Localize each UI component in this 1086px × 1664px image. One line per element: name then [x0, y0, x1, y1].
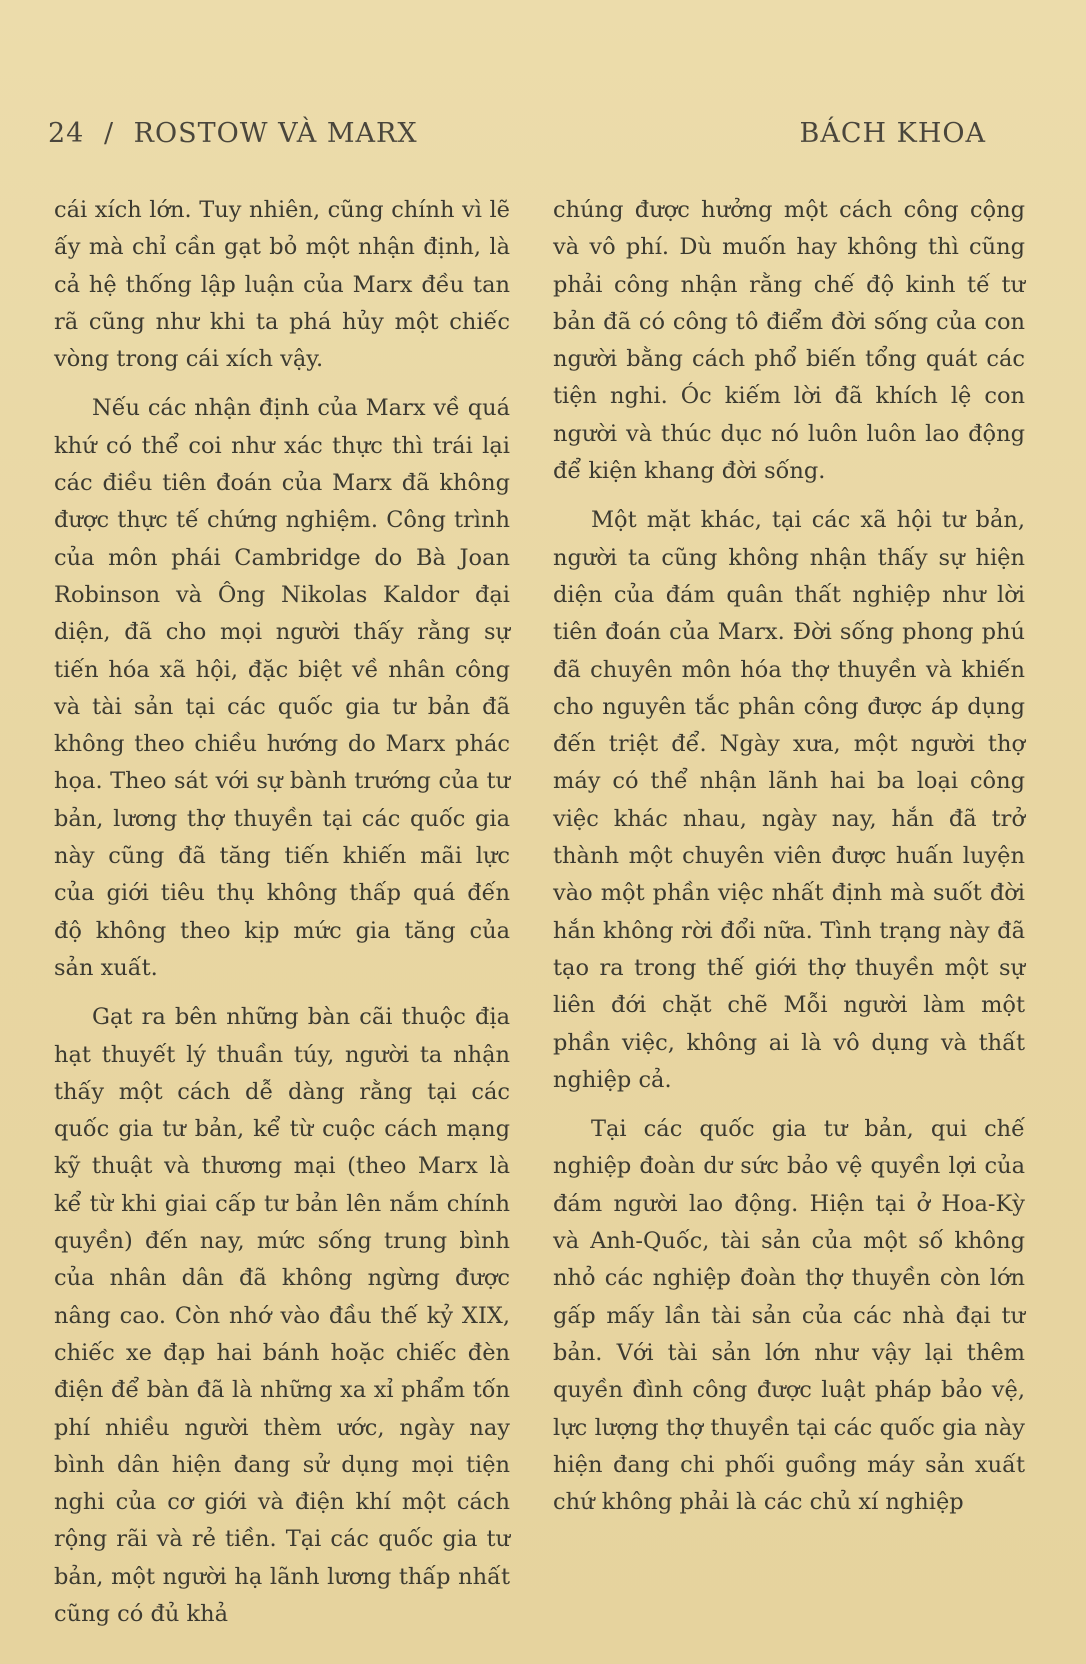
paragraph: Gạt ra bên những bàn cãi thuộc địa hạt thuyết lý thuần túy, người ta nhận thấy một cách dễ dàng rằng tại các quốc gia tư bản, kể từ cuộc cách mạng kỹ thuật và thương mại (theo Marx là kể từ khi giai cấp tư bản lên nắm chính quyền) đến nay, mức sống trung bình của nhân dân đã không ngừng được nâng cao. Còn nhớ vào đầu thế kỷ XIX, chiếc xe đạp hai bánh hoặc chiếc đèn điện để bàn đã là những xa xỉ phẩm tốn phí nhiều người thèm ước, ngày nay bình dân hiện đang sử dụng mọi tiện nghi của cơ giới và điện khí một cách rộng rãi và rẻ tiền. Tại các quốc gia tư bản, một người hạ lãnh lương thấp nhất cũng có đủ khả — [54, 1004, 510, 1627]
header-separator: / — [103, 118, 115, 149]
running-header — [48, 118, 986, 149]
page-number: 24 — [48, 118, 85, 149]
publication-name: BÁCH KHOA — [799, 118, 986, 149]
paragraph: cái xích lớn. Tuy nhiên, cũng chính vì lẽ ấy mà chỉ cần gạt bỏ một nhận định, là cả hệ thống lập luận của Marx đều tan rã cũng như khi ta phá hủy một chiếc vòng trong cái xích vậy. — [54, 197, 510, 373]
paragraph: chúng được hưởng một cách công cộng và vô phí. Dù muốn hay không thì cũng phải công nhận rằng chế độ kinh tế tư bản đã có công tô điểm đời sống của con người bằng cách phổ biến tổng quát các tiện nghi. Óc kiếm lời đã khích lệ con người và thúc dục nó luôn luôn lao động để kiện khang đời sống. — [553, 197, 1025, 485]
header-left — [48, 118, 428, 149]
paragraph: Nếu các nhận định của Marx về quá khứ có thể coi như xác thực thì trái lại các điều tiên đoán của Marx đã không được thực tế chứng nghiệm. Công trình của môn phái Cambridge do Bà Joan Robinson và Ông Nikolas Kaldor đại diện, đã cho mọi người thấy rằng sự tiến hóa xã hội, đặc biệt về nhân công và tài sản tại các quốc gia tư bản đã không theo chiều hướng do Marx phác họa. Theo sát với sự bành trướng của tư bản, lương thợ thuyền tại các quốc gia này cũng đã tăng tiến khiến mãi lực của giới tiêu thụ không thấp quá đến độ không theo kịp mức gia tăng của sản xuất. — [54, 395, 510, 981]
left-column — [54, 192, 510, 1633]
paragraph: Tại các quốc gia tư bản, qui chế nghiệp đoàn dư sức bảo vệ quyền lợi của đám người lao động. Hiện tại ở Hoa-Kỳ và Anh-Quốc, tài sản của một số không nhỏ các nghiệp đoàn thợ thuyền còn lớn gấp mấy lần tài sản của các nhà đại tư bản. Với tài sản lớn như vậy lại thêm quyền đình công được luật pháp bảo vệ, lực lượng thợ thuyền tại các quốc gia này hiện đang chi phối guồng máy sản xuất chứ không phải là các chủ xí nghiệp — [553, 1116, 1025, 1516]
running-title: ROSTOW VÀ MARX — [133, 118, 418, 149]
right-column — [553, 192, 1025, 1521]
paragraph: Một mặt khác, tại các xã hội tư bản, người ta cũng không nhận thấy sự hiện diện của đám quân thất nghiệp như lời tiên đoán của Marx. Đời sống phong phú đã chuyên môn hóa thợ thuyền và khiến cho nguyên tắc phân công được áp dụng đến triệt để. Ngày xưa, một người thợ máy có thể nhận lãnh hai ba loại công việc khác nhau, ngày nay, hắn đã trở thành một chuyên viên được huấn luyện vào một phần việc nhất định mà suốt đời hắn không rời đổi nữa. Tình trạng này đã tạo ra trong thế giới thợ thuyền một sự liên đới chặt chẽ Mỗi người làm một phần việc, không ai là vô dụng và thất nghiệp cả. — [553, 507, 1025, 1093]
